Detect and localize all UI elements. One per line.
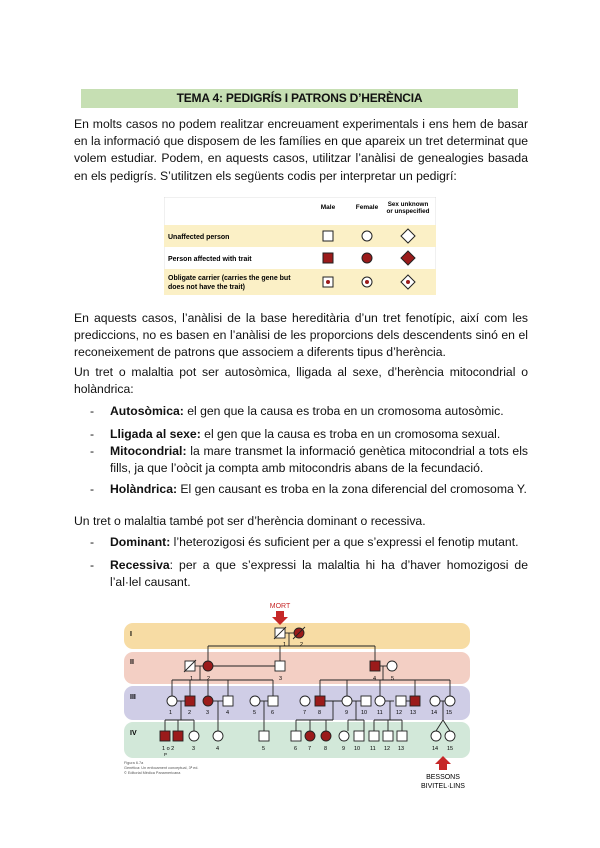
pedigree-number: 11 xyxy=(377,710,383,716)
pedigree-male-unaffected xyxy=(291,731,301,741)
legend-row-affected: Person affected with trait xyxy=(168,256,252,263)
male-affected-icon xyxy=(323,253,333,263)
female-unaffected-icon xyxy=(362,231,372,241)
pedigree-male-unaffected xyxy=(259,731,269,741)
pedigree-female-unaffected xyxy=(431,731,441,741)
pedigree-number: 2 xyxy=(188,710,192,716)
list-dash: - xyxy=(90,535,95,549)
arrow-up-icon xyxy=(435,756,451,770)
pedigree-number: 12 xyxy=(396,710,403,716)
legend-header-male: Male xyxy=(320,204,336,211)
paragraph-dominance: Un tret o malaltia també pot ser d’herència dominant o recessiva. xyxy=(74,514,426,528)
pedigree-number: 11 xyxy=(370,746,376,752)
generation-label-iv: IV xyxy=(130,730,137,737)
pedigree-number: 14 xyxy=(431,710,438,716)
list-item-autosomal xyxy=(90,403,528,420)
figure-caption: © Editorial Médica Panamericana xyxy=(124,771,181,775)
pedigree-number: 3 xyxy=(206,710,210,716)
pedigree-male-affected xyxy=(370,661,380,671)
generation-band-ii xyxy=(124,652,470,684)
pedigree-female-affected xyxy=(305,731,315,741)
arrow-down-icon xyxy=(272,611,288,625)
pedigree-male-affected xyxy=(173,731,183,741)
pedigree-female-affected xyxy=(203,661,213,671)
pedigree-diagram xyxy=(110,598,490,790)
legend-header-unknown-2: or unspecified xyxy=(386,208,430,215)
list-dash: - xyxy=(90,404,95,418)
male-unaffected-icon xyxy=(323,231,333,241)
pedigree-male-affected xyxy=(160,731,170,741)
pedigree-number: 9 xyxy=(345,710,349,716)
pedigree-female-unaffected xyxy=(167,696,177,706)
generation-label-ii: II xyxy=(130,659,134,666)
pedigree-number: 3 xyxy=(279,676,283,682)
intro-paragraph: En molts casos no podem realitzar encreuament experimentals i ens hem de basar en la informació que disposem de les famílies en que apareix un tret determinat que volem estudiar. Podem, en aquests casos, utilitzar l’anàlisi de genealogies basada en els pedigrís. S’utilitzen els següents codis per interpretar un pedigrí: xyxy=(74,117,528,183)
male-carrier-dot-icon xyxy=(326,280,330,284)
pedigree-male-unaffected xyxy=(275,661,285,671)
legend-row-carrier: Obligate carrier (carries the gene but xyxy=(168,275,291,282)
pedigree-number: 6 xyxy=(294,746,298,752)
pedigree-male-unaffected xyxy=(354,731,364,741)
pedigree-number: 4 xyxy=(373,676,377,682)
list-item-dominant xyxy=(90,534,528,551)
pedigree-female-unaffected xyxy=(342,696,352,706)
pedigree-male-unaffected xyxy=(268,696,278,706)
pedigree-female-unaffected xyxy=(250,696,260,706)
pedigree-number: 1 xyxy=(283,642,287,648)
term-mitochondrial: Mitocondrial: xyxy=(110,444,187,458)
pedigree-female-unaffected xyxy=(445,696,455,706)
pedigree-number: 8 xyxy=(324,746,328,752)
female-carrier-dot-icon xyxy=(365,280,369,284)
pedigree-male-affected xyxy=(410,696,420,706)
pedigree-female-affected xyxy=(203,696,213,706)
desc-dominant: l’heterozigosi és suficient per a que s’expressi el fenotip mutant. xyxy=(170,535,519,549)
pedigree-number: 5 xyxy=(262,746,266,752)
pedigree-male-unaffected xyxy=(369,731,379,741)
desc-autosomal: el gen que la causa es troba en un cromosoma autosòmic. xyxy=(183,404,504,418)
term-autosomal: Autosòmica: xyxy=(110,404,184,418)
pedigree-female-unaffected xyxy=(375,696,385,706)
list-item-recessive xyxy=(90,557,528,591)
figure-caption: Genètica: Un enfocament conceptual, 3ª ed. xyxy=(124,766,199,770)
pedigree-number: 15 xyxy=(446,710,453,716)
pedigree-male-unaffected xyxy=(223,696,233,706)
pedigree-female-unaffected xyxy=(430,696,440,706)
pedigree-number: 3 xyxy=(192,746,196,752)
pedigree-number: 4 xyxy=(226,710,230,716)
pedigree-male-unaffected xyxy=(361,696,371,706)
pedigree-number: 4 xyxy=(216,746,220,752)
term-recessive: Recessiva xyxy=(110,558,170,572)
unknown-carrier-dot-icon xyxy=(406,280,410,284)
list-item-mitochondrial xyxy=(90,443,528,477)
desc-recessive: : per a que s’expressi la malaltia hi ha d’haver homozigosi de l’al·lel causant. xyxy=(110,558,528,590)
desc-holandric: El gen causant es troba en la zona diferencial del cromosoma Y. xyxy=(177,482,527,496)
pedigree-number: 14 xyxy=(432,746,439,752)
legend-header-female: Female xyxy=(355,204,379,211)
pedigree-male-affected xyxy=(315,696,325,706)
pedigree-male-unaffected xyxy=(397,731,407,741)
legend-row-carrier-2: does not have the trait) xyxy=(168,284,246,291)
figure-caption: Figura 6.7a xyxy=(124,761,144,765)
label-mort: MORT xyxy=(269,603,291,610)
pedigree-number: 15 xyxy=(447,746,454,752)
pedigree-female-affected xyxy=(321,731,331,741)
label-bivitellins: BIVITEL·LINS xyxy=(421,783,465,790)
pedigree-number: 1 xyxy=(190,676,194,682)
generation-label-iii: III xyxy=(130,694,136,701)
label-bessons: BESSONS xyxy=(426,774,460,781)
term-dominant: Dominant: xyxy=(110,535,171,549)
pedigree-number: 13 xyxy=(410,710,417,716)
pedigree-number: 6 xyxy=(271,710,275,716)
pedigree-female-unaffected xyxy=(387,661,397,671)
pedigree-female-unaffected xyxy=(445,731,455,741)
pedigree-number: 8 xyxy=(318,710,322,716)
page-title: TEMA 4: PEDIGRÍS I PATRONS D’HERÈNCIA xyxy=(81,89,518,108)
pedigree-male-unaffected xyxy=(396,696,406,706)
desc-sex-linked: el gen que la causa es troba en un cromosoma sexual. xyxy=(200,427,501,441)
pedigree-number: 5 xyxy=(253,710,257,716)
desc-mitochondrial: la mare transmet la informació genètica mitocondrial a tots els fills, ja que l’oòcit ja compta amb mitocondris abans de la fecundació. xyxy=(110,444,528,476)
legend-header-unknown: Sex unknown xyxy=(387,201,429,208)
pedigree-number: 1 xyxy=(169,710,173,716)
paragraph-hereditary-basis: En aquests casos, l’anàlisi de la base hereditària d’un tret fenotípic, així com les prediccions, no es basen en l’anàlisi de les proporcions dels descendents sinó en el reconeixement de patrons que associem a diferents tipus d’herència. xyxy=(74,311,528,360)
pedigree-female-unaffected xyxy=(339,731,349,741)
pedigree-number: 5 xyxy=(391,676,395,682)
pedigree-female-unaffected xyxy=(189,731,199,741)
pedigree-number: 10 xyxy=(361,710,368,716)
legend-row-unaffected: Unaffected person xyxy=(168,234,230,241)
female-affected-icon xyxy=(362,253,372,263)
pedigree-number: 13 xyxy=(398,746,405,752)
pedigree-legend-table xyxy=(164,197,436,295)
pedigree-female-unaffected xyxy=(300,696,310,706)
pedigree-number: 10 xyxy=(354,746,361,752)
legend-band-carrier xyxy=(164,269,436,295)
pedigree-number: 9 xyxy=(342,746,346,752)
pedigree-male-affected xyxy=(185,696,195,706)
pedigree-male-unaffected xyxy=(383,731,393,741)
pedigree-number: 2 xyxy=(300,642,304,648)
paragraph-trait-types: Un tret o malaltia pot ser autosòmica, lligada al sexe, d’herència mitocondrial o holàndrica: xyxy=(74,365,528,397)
term-sex-linked: Lligada al sexe: xyxy=(110,427,201,441)
pedigree-number: 2 xyxy=(207,676,211,682)
pedigree-number: 7 xyxy=(303,710,307,716)
pedigree-number: 1 o 2 xyxy=(162,746,175,752)
pedigree-number: 12 xyxy=(384,746,391,752)
list-dash: - xyxy=(90,427,95,441)
list-dash: - xyxy=(90,482,95,496)
list-item-holandric xyxy=(90,481,528,498)
list-dash: - xyxy=(90,558,95,572)
generation-label-i: I xyxy=(130,631,132,638)
pedigree-number: 7 xyxy=(308,746,312,752)
list-item-sex-linked xyxy=(90,426,528,443)
term-holandric: Holàndrica: xyxy=(110,482,178,496)
pedigree-female-unaffected xyxy=(213,731,223,741)
list-dash: - xyxy=(90,444,95,458)
proband-label: P xyxy=(164,752,168,757)
